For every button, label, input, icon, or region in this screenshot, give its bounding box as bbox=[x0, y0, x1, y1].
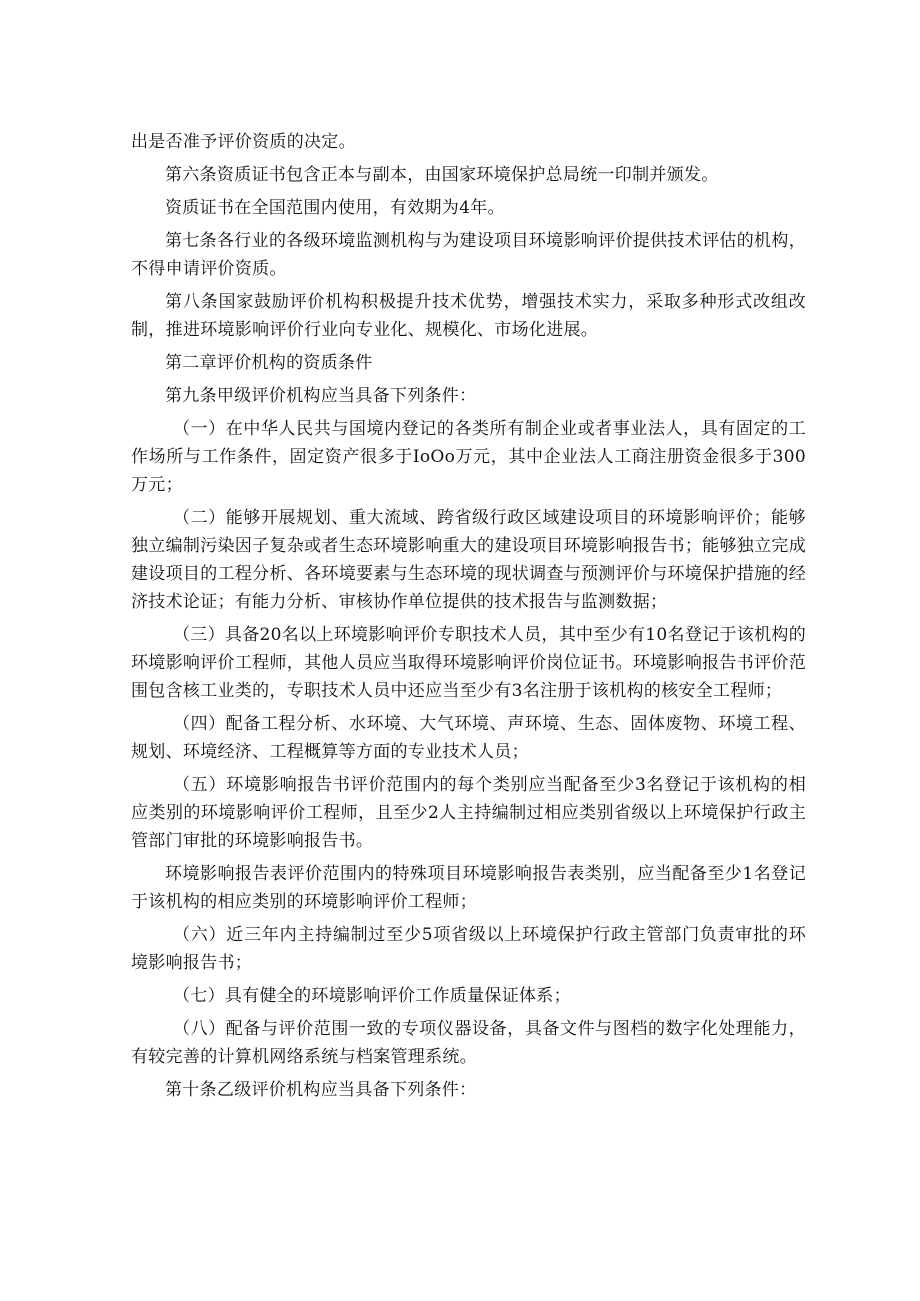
list-item: （八）配备与评价范围一致的专项仪器设备，具备文件与图档的数字化处理能力，有较完善的计算机网络系统与档案管理系统。 bbox=[131, 1019, 806, 1067]
list-item: （二）能够开展规划、重大流域、跨省级行政区域建设项目的环境影响评价；能够独立编制污染因子复杂或者生态环境影响重大的建设项目环境影响报告书；能够独立完成建设项目的工程分析、各环境要素与生态环境的现状调查与预测评价与环境保护措施的经济技术论证；有能力分析、审核协作单位提供的技术报告与监测数据； bbox=[131, 508, 806, 612]
paragraph-article-8: 第八条国家鼓励评价机构积极提升技术优势，增强技术实力，采取多种形式改组改制，推进环境影响评价行业向专业化、规模化、市场化进展。 bbox=[131, 292, 806, 340]
paragraph: 资质证书在全国范围内使用，有效期为4年。 bbox=[165, 198, 505, 218]
paragraph-article-9: 第九条甲级评价机构应当具备下列条件： bbox=[165, 386, 477, 406]
paragraph: 出是否准予评价资质的决定。 bbox=[131, 132, 356, 152]
paragraph: 环境影响报告表评价范围内的特殊项目环境影响报告表类别，应当配备至少1名登记于该机构的相应类别的环境影响评价工程师； bbox=[131, 864, 806, 912]
paragraph-article-10: 第十条乙级评价机构应当具备下列条件： bbox=[165, 1080, 477, 1100]
list-item: （三）具备20名以上环境影响评价专职技术人员，其中至少有10名登记于该机构的环境影响评价工程师，其他人员应当取得环境影响评价岗位证书。环境影响报告书评价范围包含核工业类的，专职技术人员中还应当至少有3名注册于该机构的核安全工程师； bbox=[131, 625, 806, 701]
list-item: （五）环境影响报告书评价范围内的每个类别应当配备至少3名登记于该机构的相应类别的环境影响评价工程师，且至少2人主持编制过相应类别省级以上环境保护行政主管部门审批的环境影响报告书。 bbox=[131, 775, 806, 851]
document-page bbox=[131, 128, 806, 1109]
paragraph-article-6: 第六条资质证书包含正本与副本，由国家环境保护总局统一印制并颁发。 bbox=[165, 165, 719, 185]
list-item: （一）在中华人民共与国境内登记的各类所有制企业或者事业法人，具有固定的工作场所与工作条件，固定资产很多于IoOo万元，其中企业法人工商注册资金很多于300万元； bbox=[131, 419, 806, 495]
list-item: （七）具有健全的环境影响评价工作质量保证体系； bbox=[173, 986, 571, 1006]
list-item: （六）近三年内主持编制过至少5项省级以上环境保护行政主管部门负责审批的环境影响报告书； bbox=[131, 925, 806, 973]
paragraph-article-7: 第七条各行业的各级环境监测机构与为建设项目环境影响评价提供技术评估的机构，不得申请评价资质。 bbox=[131, 231, 806, 279]
list-item: （四）配备工程分析、水环境、大气环境、声环境、生态、固体废物、环境工程、规划、环境经济、工程概算等方面的专业技术人员； bbox=[131, 714, 806, 762]
chapter-heading: 第二章评价机构的资质条件 bbox=[165, 353, 373, 373]
